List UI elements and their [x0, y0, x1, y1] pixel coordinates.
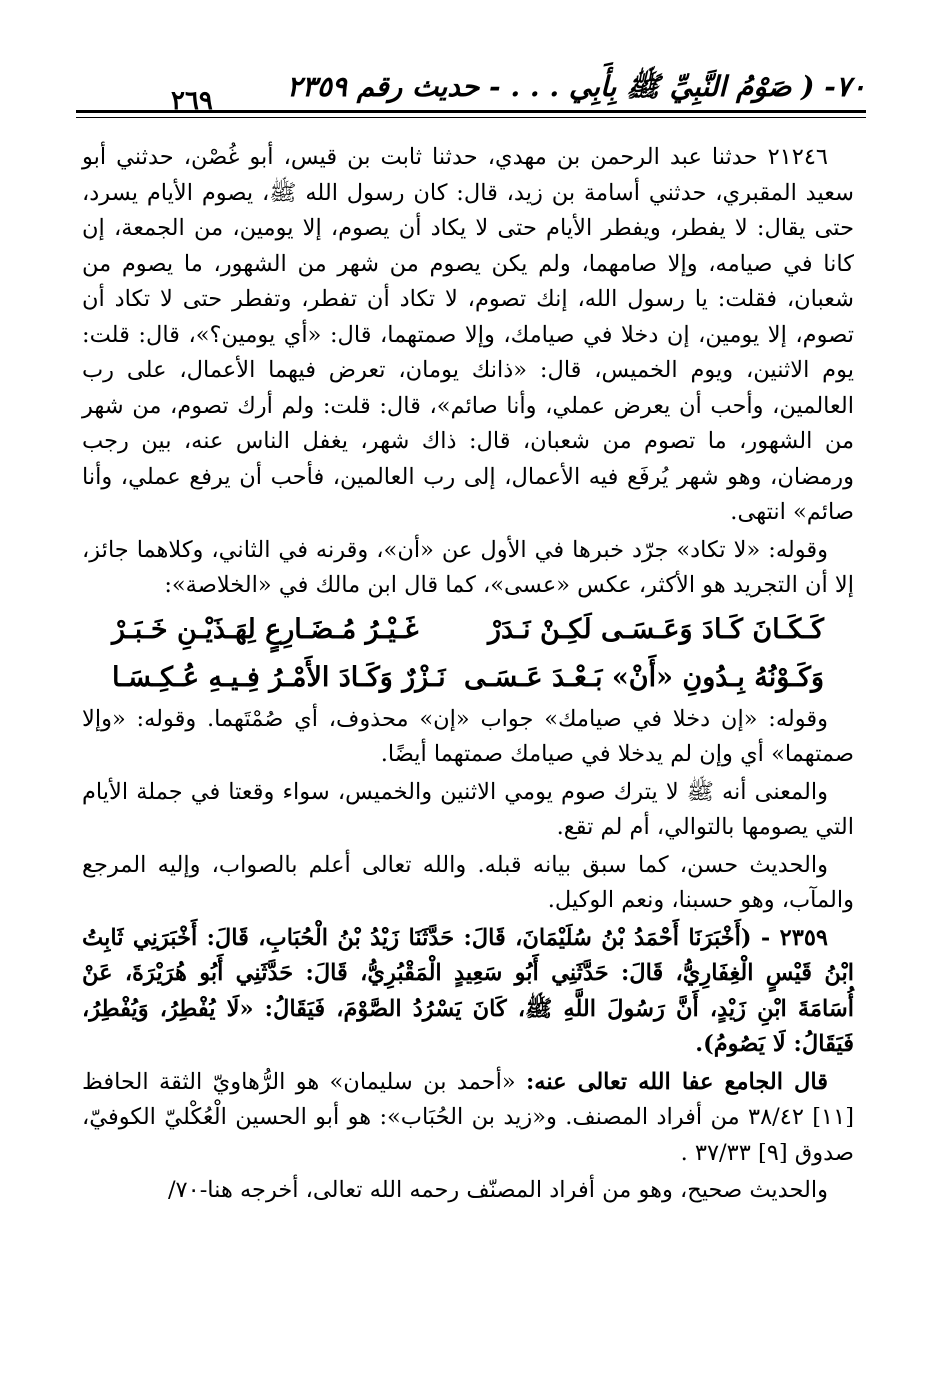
main-text: [82, 140, 854, 1211]
verse-line-2: [112, 654, 824, 702]
header-rule-thick: [76, 110, 866, 113]
paragraph-1: ٢١٢٤٦ حدثنا عبد الرحمن بن مهدي، حدثنا ثابت بن قيس، أبو غُصْن، حدثني أبو سعيد المقبري، حدثني أسامة بن زيد، قال: كان رسول الله ﷺ، يصوم الأيام يسرد، حتى يقال: لا يفطر، ويفطر الأيام حتى لا يكاد أن يصوم، إلا يومين، من الجمعة، إن كانا في صيامه، وإلا صامهما، ولم يكن يصوم من شهر من الشهور، ما يصوم من شعبان، فقلت: يا رسول الله، إنك تصوم، لا تكاد أن تفطر، وتفطر حتى لا تكاد أن تصوم، إلا يومين، إن دخلا في صيامك، وإلا صمتهما، قال: «أي يومين؟»، قال: قلت: يوم الاثنين، ويوم الخميس، قال: «ذانك يومان، تعرض فيهما الأعمال، على رب العالمين، وأحب أن يعرض عملي، وأنا صائم»، قال: قلت: ولم أرك تصوم، من شهر من الشهور، ما تصوم من شعبان، قال: ذاك شهر، يغفل الناس عنه، بين رجب ورمضان، وهو شهر يُرفَع فيه الأعمال، إلى رب العالمين، فأحب أن يرفع عملي، وأنا صائم» انتهى.: [82, 144, 854, 525]
final-paragraph: والحديث صحيح، وهو من أفراد المصنّف رحمه الله تعالى، أخرجه هنا-٧٠/: [167, 1177, 828, 1203]
commentary-lead: قال الجامع عفا الله تعالى عنه:: [525, 1068, 829, 1095]
paragraph-2: وقوله: «لا تكاد» جرّد خبرها في الأول عن «أن»، وقرنه في الثاني، وكلاهما جائز، إلا أن التجريد هو الأكثر، عكس «عسى»، كما قال ابن مالك في «الخلاصة»:: [82, 536, 854, 598]
page-number: ٢٦٩: [171, 86, 213, 116]
paragraph-4: والمعنى أنه ﷺ لا يترك صوم يومي الاثنين والخميس، سواء وقعتا في جملة الأيام التي يصومها بالتوالي، أم لم تقع.: [82, 778, 854, 840]
verse-line-1: [112, 606, 824, 654]
verse-2-right-hemistich: وَكَـوْنُهُ بِـدُونِ «أَنْ» بَـعْـدَ عَـسَـى: [464, 661, 824, 693]
paragraph-5: والحديث حسن، كما سبق بيانه قبله. والله تعالى أعلم بالصواب، وإليه المرجع والمآب، وهو حسبنا، ونعم الوكيل.: [82, 851, 854, 913]
verse-1-right-hemistich: كَـكَـانَ كَـادَ وَعَـسَـى لَكِـنْ نَـدَرْ: [487, 613, 824, 645]
header-rule-thin: [76, 117, 866, 118]
poem-verses: [82, 606, 854, 702]
paragraph-3: وقوله: «إن دخلا في صيامك» جواب «إن» محذوف، أي صُمْتَهما. وقوله: «وإلا صمتهما» أي وإن لم يدخلا في صيامك صمتهما أيضًا.: [82, 705, 854, 767]
hadith-text: ٢٣٥٩ - (أَخْبَرَنَا أَحْمَدُ بْنُ سُلَيْمَانَ، قَالَ: حَدَّثَنَا زَيْدُ بْنُ الْحُبَابِ، قَالَ: أَخْبَرَنِي ثَابِتُ ابْنُ قَيْسٍ الْغِفَارِيُّ، قَالَ: حَدَّثَنِي أَبُو سَعِيدٍ الْمَقْبُرِيُّ، قَالَ: حَدَّثَنِي أَبُو هُرَيْرَةَ، عَنْ أُسَامَةَ ابْنِ زَيْدٍ، أَنَّ رَسُولَ اللَّهِ ﷺ، كَانَ يَسْرُدُ الصَّوْمَ، فَيَقَالُ: «لَا يُفْطِرُ، وَيُفْطِرُ، فَيَقَالُ: لَا يَصُومُ).: [82, 924, 854, 1057]
verse-1-left-hemistich: غَـيْـرُ مُـضَـارِعٍ لِهَـذَيْـنِ خَـبَـرْ: [112, 613, 419, 645]
commentary-paragraph: [82, 1065, 854, 1172]
chapter-title: ٧٠- ( صَوْمُ النَّبِيِّ ﷺ بِأَبِي . . . - حديث رقم ٢٣٥٩: [286, 70, 866, 103]
running-header: [76, 64, 866, 124]
verse-2-left-hemistich: نَـزْرٌ وَكَـادَ الأَمْـرُ فِـيـهِ عُـكِـسَـا: [112, 661, 446, 693]
commentary-body: «أحمد بن سليمان» هو الرُّهاويّ الثقة الحافظ [١١] ٣٨/٤٢ من أفراد المصنف. و«زيد بن الحُبَاب»: هو أبو الحسين الْعُكْليّ الكوفيّ، صدوق [٩] ٣٧/٣٣ .: [82, 1068, 854, 1166]
